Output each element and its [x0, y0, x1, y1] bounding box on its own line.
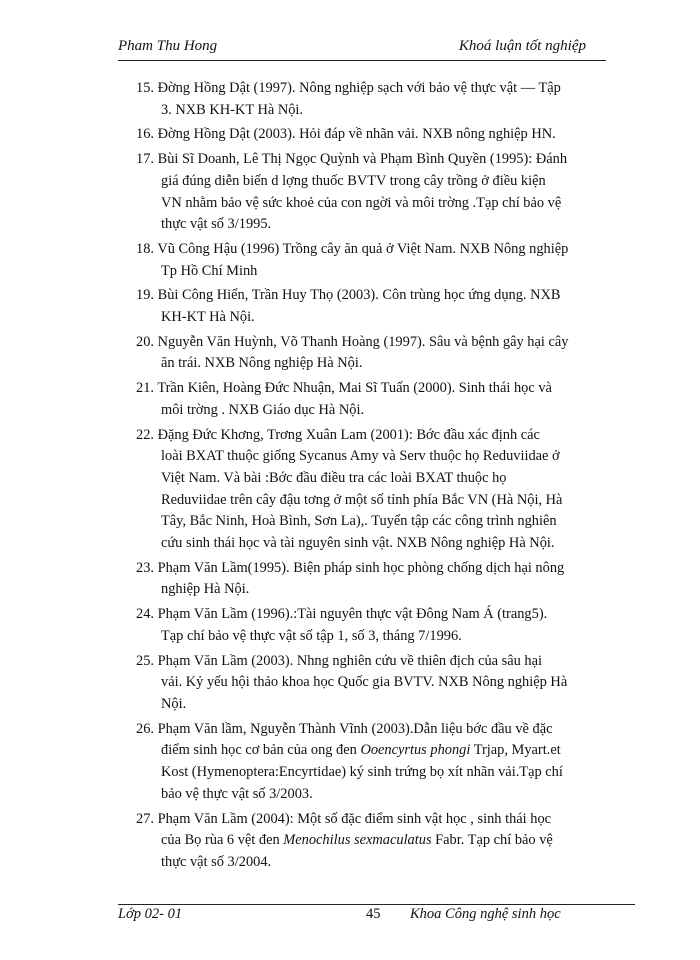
- reference-number: 17.: [136, 151, 154, 168]
- reference-text: Đờng Hồng Dật (1997). Nông nghiệp sạch với bảo vệ thực vật — Tập: [157, 80, 561, 96]
- reference-text-continued: KH-KT Hà Nội.: [161, 309, 255, 326]
- reference-item: [136, 604, 634, 647]
- reference-item: [136, 809, 634, 874]
- reference-text-continued: vải. Kỷ yếu hội thảo khoa học Quốc gia BVTV. NXB Nông nghiệp Hà: [161, 674, 568, 691]
- reference-text: Phạm Văn Lầm (2003). Nhng nghiên cứu về thiên địch của sâu hại: [157, 652, 543, 669]
- header-author: Pham Thu Hong: [118, 38, 218, 54]
- reference-text-continued: Tạp chí bảo vệ thực vật số tập 1, số 3, tháng 7/1996.: [161, 627, 462, 644]
- reference-text: Phạm Văn Lầm (2004): Một số đặc điểm sinh vật học , sinh thái học: [157, 810, 552, 827]
- reference-item: [136, 651, 634, 716]
- reference-text: Nguyễn Văn Huỳnh, Võ Thanh Hoàng (1997). Sâu và bệnh gây hại cây: [157, 333, 569, 350]
- header-divider: [118, 60, 606, 61]
- reference-text: Đặng Đức Khơng, Trơng Xuân Lam (2001): Bớc đầu xác định các: [157, 426, 540, 443]
- reference-number: 22.: [136, 426, 154, 443]
- reference-text-continued: VN nhằm bảo vệ sức khoẻ của con ngời và môi trờng .Tạp chí bảo vệ: [161, 194, 562, 211]
- reference-item: [136, 149, 634, 236]
- reference-text-continued: điểm sinh học cơ bản của ong đen Ooencyrtus phongi Trjap, Myart.et: [161, 742, 561, 759]
- reference-text-continued: Tp Hồ Chí Minh: [161, 262, 258, 279]
- footer-faculty: Khoa Công nghệ sinh học: [410, 906, 561, 922]
- reference-text-continued: giá đúng diễn biến d lợng thuốc BVTV trong cây trồng ở điều kiện: [161, 172, 546, 189]
- reference-item: [136, 78, 634, 121]
- reference-text-continued: môi trờng . NXB Giáo dục Hà Nội.: [161, 401, 365, 418]
- reference-text-continued: thực vật số 3/1995.: [161, 216, 272, 233]
- reference-text: Bùi Công Hiển, Trần Huy Thọ (2003). Côn trùng học ứng dụng. NXB: [157, 287, 561, 304]
- reference-text: Bùi Sĩ Doanh, Lê Thị Ngọc Quỳnh và Phạm Bình Quyền (1995): Đánh: [157, 151, 568, 168]
- reference-text-continued: 3. NXB KH-KT Hà Nội.: [161, 101, 304, 118]
- reference-text-continued: bảo vệ thực vật số 3/2003.: [161, 785, 313, 802]
- reference-item: [136, 285, 634, 328]
- reference-text: Vũ Công Hậu (1996) Trồng cây ăn quả ở Việt Nam. NXB Nông nghiệp: [157, 240, 569, 257]
- page-number: 45: [366, 906, 381, 922]
- reference-list: [136, 78, 634, 877]
- reference-text-continued: Reduviidae trên cây đậu tơng ở một số tỉnh phía Bắc VN (Hà Nội, Hà: [161, 491, 563, 508]
- reference-text-continued: Tây, Bắc Ninh, Hoà Bình, Sơn La),. Tuyển tập các công trình nghiên: [161, 513, 557, 530]
- reference-text-continued: ăn trái. NXB Nông nghiệp Hà Nội.: [161, 355, 363, 372]
- reference-text-continued: nghiệp Hà Nội.: [161, 581, 250, 598]
- reference-number: 20.: [136, 333, 154, 350]
- reference-item: [136, 719, 634, 806]
- header-title: Khoá luận tốt nghiệp: [458, 38, 586, 54]
- reference-text-continued: thực vật số 3/2004.: [161, 853, 272, 870]
- reference-text-continued: loài BXAT thuộc giống Sycanus Amy và Serv thuộc họ Reduviidae ở: [161, 448, 560, 465]
- reference-text-continued: Kost (Hymenoptera:Encyrtidae) ký sinh trứng bọ xít nhãn vải.Tạp chí: [161, 764, 563, 781]
- reference-number: 18.: [136, 240, 154, 257]
- reference-item: [136, 558, 634, 601]
- reference-number: 15.: [136, 80, 154, 96]
- reference-number: 26.: [136, 720, 154, 737]
- reference-text: Đờng Hồng Dật (2003). Hỏi đáp về nhãn vải. NXB nông nghiệp HN.: [157, 126, 556, 143]
- reference-text: Phạm Văn Lầm (1996).:Tài nguyên thực vật Đông Nam Á (trang5).: [157, 606, 548, 623]
- reference-number: 21.: [136, 380, 154, 397]
- reference-item: [136, 239, 634, 282]
- reference-item: [136, 332, 634, 375]
- reference-text-continued: cứu sinh thái học và tài nguyên sinh vật. NXB Nông nghiệp Hà Nội.: [161, 535, 555, 552]
- reference-item: [136, 378, 634, 421]
- reference-number: 27.: [136, 810, 154, 827]
- reference-text-continued: của Bọ rùa 6 vệt đen Menochilus sexmaculatus Fabr. Tạp chí bảo vệ: [161, 832, 553, 849]
- footer-divider: [118, 904, 635, 905]
- footer-class: Lớp 02- 01: [118, 906, 183, 922]
- reference-number: 19.: [136, 287, 154, 304]
- reference-text: Phạm Văn lầm, Nguyễn Thành Vĩnh (2003).Dẫn liệu bớc đầu về đặc: [157, 720, 553, 737]
- reference-number: 23.: [136, 559, 154, 576]
- reference-text: Trần Kiên, Hoàng Đức Nhuận, Mai Sĩ Tuấn (2000). Sinh thái học và: [157, 380, 552, 397]
- reference-text-continued: Việt Nam. Và bài :Bớc đầu điều tra các loài BXAT thuộc họ: [161, 469, 507, 486]
- reference-number: 25.: [136, 652, 154, 669]
- reference-text: Phạm Văn Lầm(1995). Biện pháp sinh học phòng chống dịch hại nông: [157, 559, 565, 576]
- reference-number: 16.: [136, 126, 154, 143]
- reference-item: [136, 124, 634, 146]
- reference-text-continued: Nội.: [161, 695, 187, 712]
- reference-number: 24.: [136, 606, 154, 623]
- reference-item: [136, 425, 634, 555]
